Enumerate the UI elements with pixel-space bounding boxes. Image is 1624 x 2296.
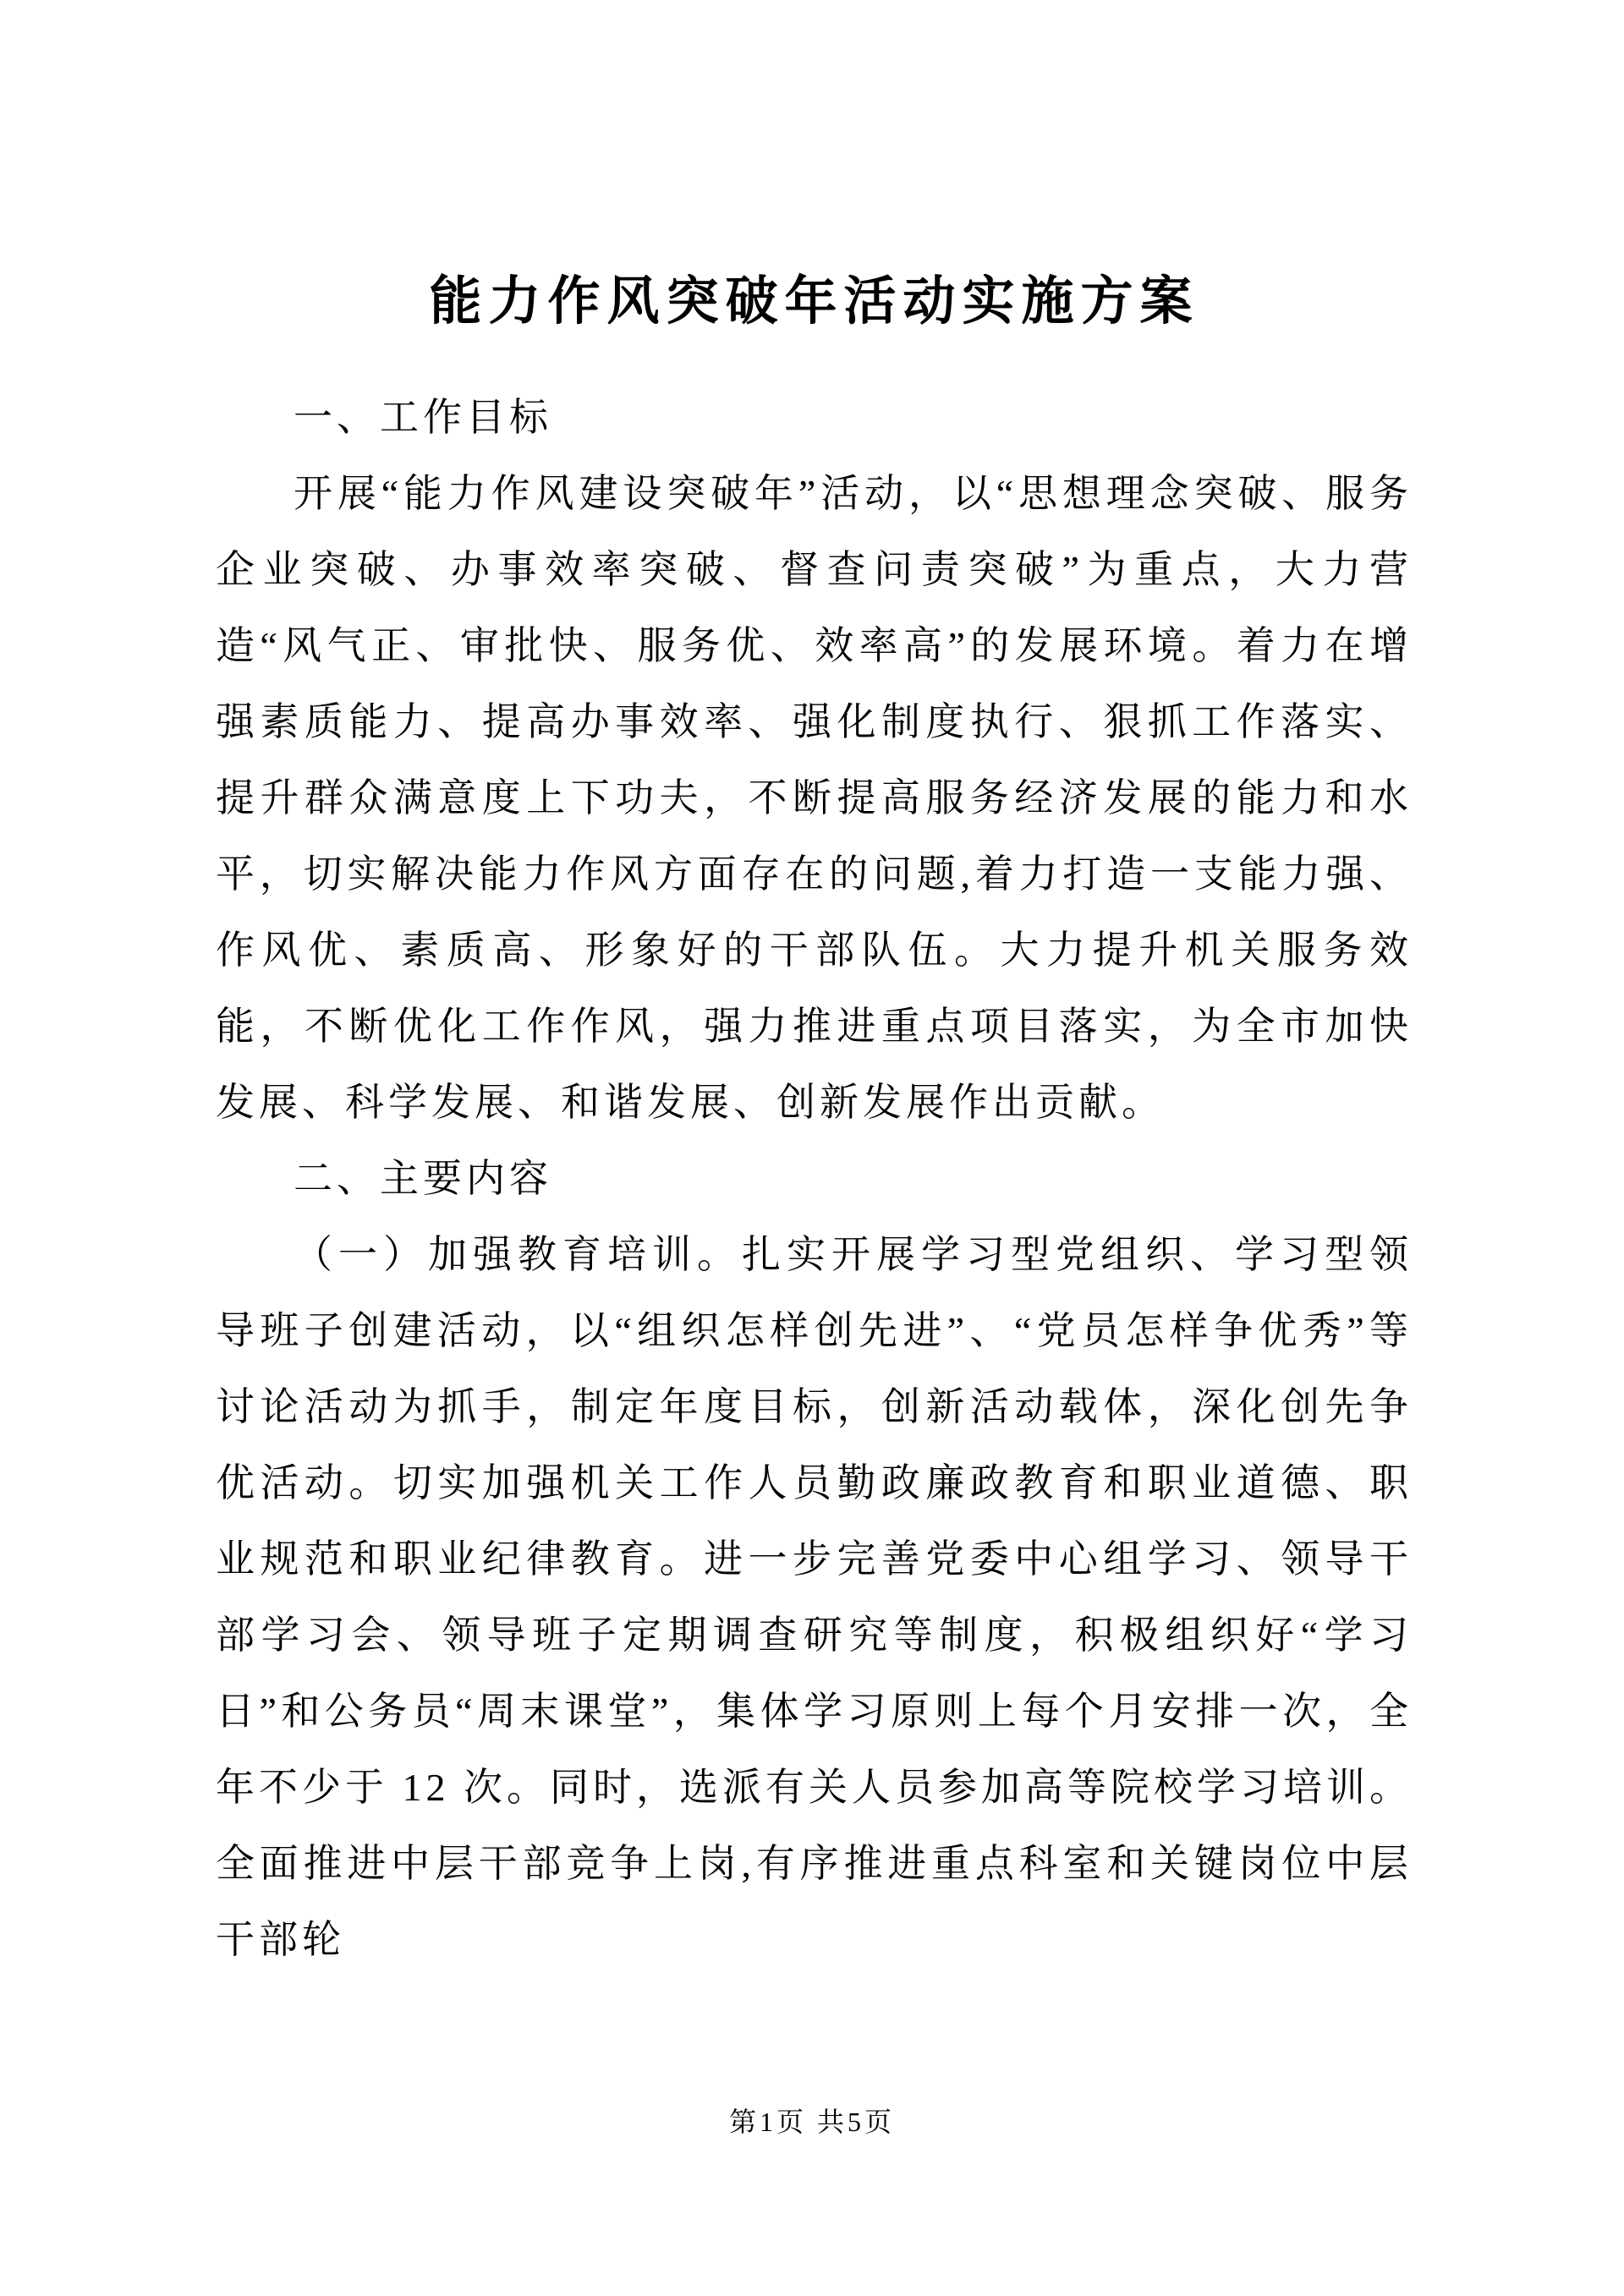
- section-heading-work-goals: 一、工作目标: [294, 396, 552, 440]
- document-title: 能力作风突破年活动实施方案: [429, 273, 1199, 331]
- section-heading-main-content: 二、主要内容: [294, 1157, 552, 1201]
- paragraph-work-goals-body: 开展“能力作风建设突破年”活动，以“思想理念突破、服务企业突破、办事效率突破、督查问责突破”为重点，大力营造“风气正、审批快、服务优、效率高”的发展环境。着力在增强素质能力、提高办事效率、强化制度执行、狠抓工作落实、提升群众满意度上下功夫，不断提高服务经济发展的能力和水平，切实解决能力作风方面存在的问题,着力打造一支能力强、作风优、素质高、形象好的干部队伍。大力提升机关服务效能，不断优化工作作风，强力推进重点项目落实，为全市加快发展、科学发展、和谐发展、创新发展作出贡献。: [216, 472, 1413, 1125]
- page-footer: 第1页 共5页: [728, 2107, 895, 2137]
- paragraph-main-content-body: （一）加强教育培训。扎实开展学习型党组织、学习型领导班子创建活动，以“组织怎样创先进”、“党员怎样争优秀”等讨论活动为抓手，制定年度目标，创新活动载体，深化创先争优活动。切实加强机关工作人员勤政廉政教育和职业道德、职业规范和职业纪律教育。进一步完善党委中心组学习、领导干部学习会、领导班子定期调查研究等制度，积极组织好“学习日”和公务员“周末课堂”，集体学习原则上每个月安排一次，全年不少于 12 次。同时，选派有关人员参加高等院校学习培训。全面推进中层干部竞争上岗,有序推进重点科室和关键岗位中层干部轮: [216, 1233, 1413, 1962]
